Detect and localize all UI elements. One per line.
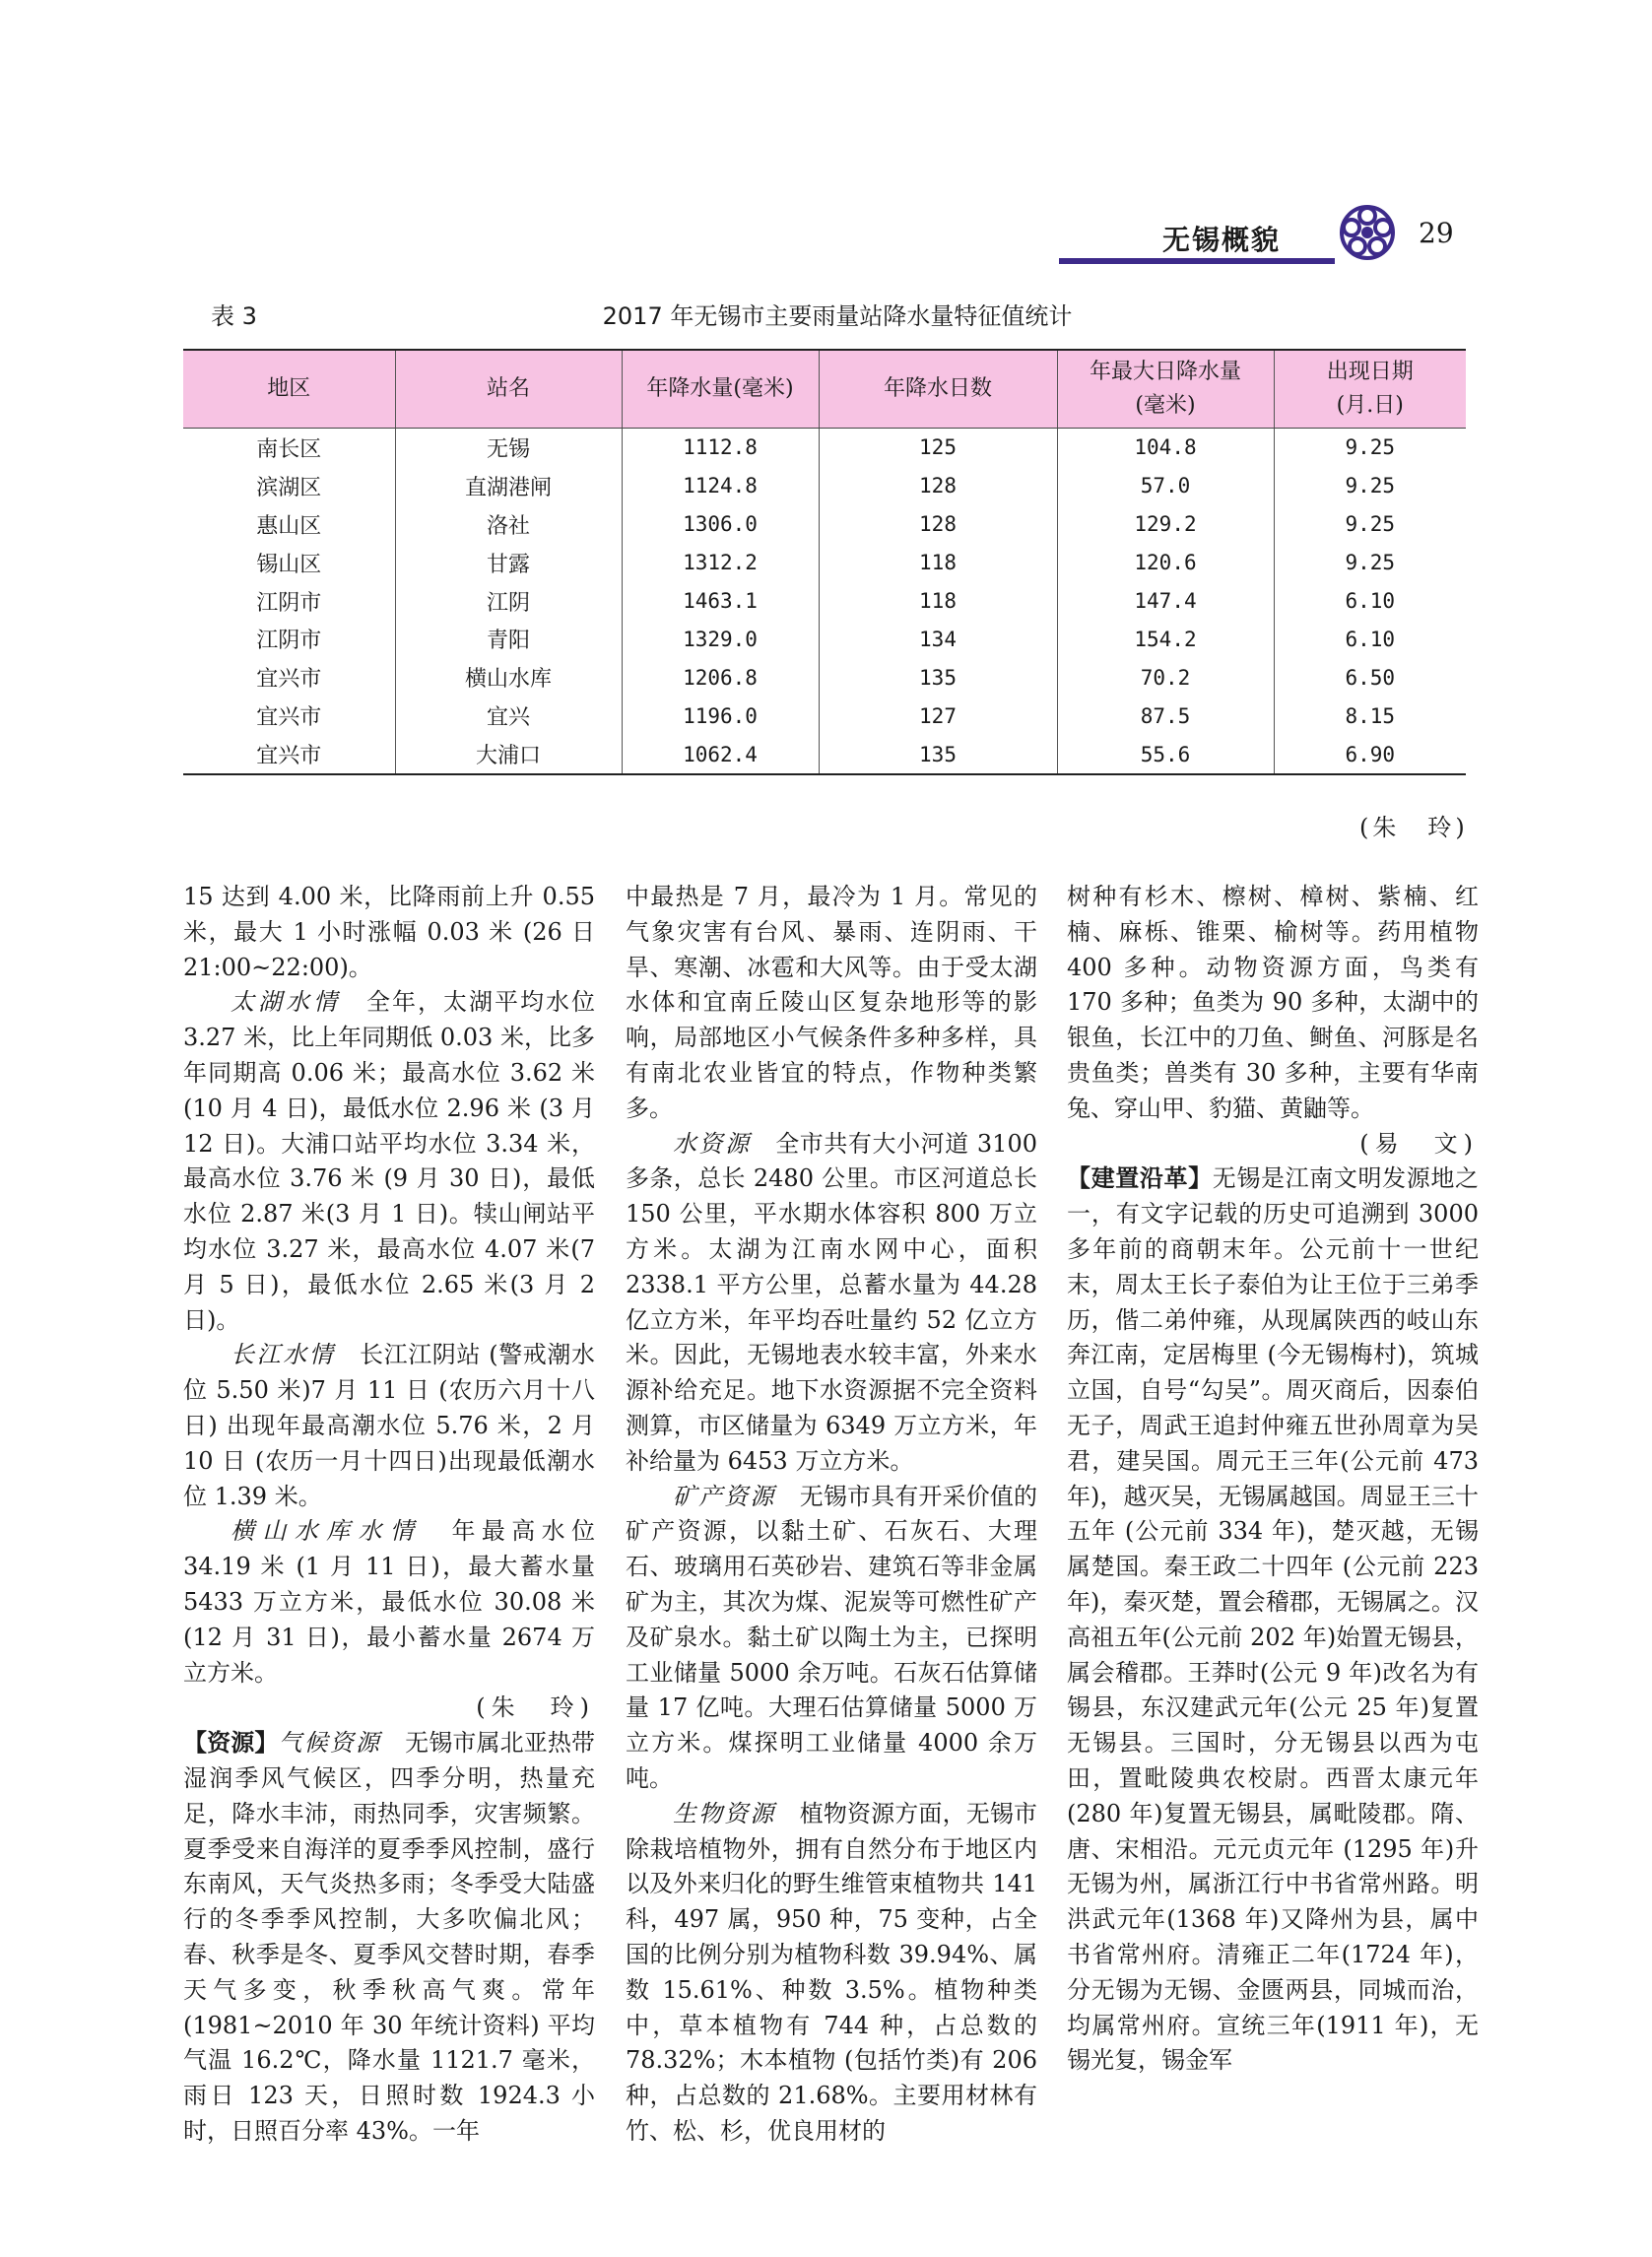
table-row: [183, 620, 1466, 658]
table-cell: 147.4: [1057, 582, 1274, 621]
table-cell: 127: [819, 697, 1057, 735]
table-cell: 青阳: [395, 620, 622, 658]
table-cell: 宜兴市: [256, 705, 322, 731]
paragraph: [626, 1797, 1037, 2150]
table-cell: 1306.0: [622, 505, 819, 544]
text-column-2: [626, 880, 1037, 2150]
table-cell: 1206.8: [622, 658, 819, 697]
table-row: [183, 505, 1466, 544]
table-cell: 6.10: [1274, 620, 1466, 658]
text-column-1: [183, 880, 595, 2150]
table-cell: 6.10: [1274, 582, 1466, 621]
table-cell: 南长区: [256, 436, 322, 462]
section-heading: 【建置沿革】: [1067, 1164, 1213, 1193]
table-cell: 1112.8: [622, 429, 819, 467]
rainfall-table: [183, 349, 1466, 775]
table-cell: 1062.4: [622, 735, 819, 774]
wuxi-emblem-icon: [1337, 202, 1398, 263]
table-cell: 直湖港闸: [395, 467, 622, 505]
table-cell: 118: [819, 582, 1057, 621]
subsection-heading: 矿产资源: [673, 1482, 776, 1510]
table-cell: 120.6: [1057, 544, 1274, 582]
table-row: [183, 697, 1466, 735]
table-cell: 宜兴: [395, 697, 622, 735]
paragraph-text: 无锡是江南文明发源地之一，有文字记载的历史可追溯到 3000 多年前的商朝末年。公元前十一世纪末，周太王长子泰伯为让王位于三弟季历，偕二弟仲雍，从现属陕西的岐山东奔江南，定居梅里 (今无锡梅村)，筑城立国，自号“勾吴”。周灭商后，因泰伯无子，周武王追封仲雍五世孙周章为吴君，建吴国。周元王三年(公元前 473 年)，越灭吴，无锡属越国。周显王三十五年 (公元前 334 年)，楚灭越，无锡属楚国。秦王政二十四年 (公元前 223 年)，秦灭楚，置会稽郡，无锡属之。汉高祖五年(公元前 202 年)始置无锡县，属会稽郡。王莽时(公元 9 年)改名为有锡县，东汉建武元年(公元 25 年)复置无锡县。三国时，分无锡县以西为屯田，置毗陵典农校尉。西晋太康元年(280 年)复置无锡县，属毗陵郡。隋、唐、宋相沿。元元贞元年 (1295 年)升无锡为州，属浙江行中书省常州路。明洪武元年(1368 年)又降州为县，属中书省常州府。清雍正二年(1724 年)，分无锡为无锡、金匮两县，同城而治，均属常州府。宣统三年(1911 年)，无锡光复，锡金军: [1067, 1164, 1479, 2075]
table-cell: 135: [819, 735, 1057, 774]
table-header-row: [183, 350, 1466, 429]
subsection-heading: 水资源: [673, 1129, 752, 1158]
table-cell: 1196.0: [622, 697, 819, 735]
table-cell: 128: [819, 505, 1057, 544]
table-cell: 1463.1: [622, 582, 819, 621]
column-header: 年降水量(毫米): [622, 350, 819, 429]
table-number: 表 3: [211, 302, 257, 330]
table-cell: 135: [819, 658, 1057, 697]
table-cell: 1312.2: [622, 544, 819, 582]
section-heading: 【资源】: [183, 1729, 279, 1758]
column-header: 地区: [183, 350, 395, 429]
paragraph-text: 无锡市属北亚热带湿润季风气候区，四季分明，热量充足，降水丰沛，雨热同季，灾害频繁。夏季受来自海洋的夏季季风控制，盛行东南风，天气炎热多雨；冬季受大陆盛行的冬季季风控制，大多吹偏北风；春、秋季是冬、夏季风交替时期，春季天气多变，秋季秋高气爽。常年(1981~2010 年 30 年统计资料) 平均气温 16.2℃，降水量 1121.7 毫米，雨日 123 天，日照时数 1924.3 小时，日照百分率 43%。一年: [183, 1729, 595, 2145]
paragraph-text: 全市共有大小河道 3100 多条，总长 2480 公里。市区河道总长 150 公里，平水期水体容积 800 万立方米。太湖为江南水网中心，面积 2338.1 平方公里，总蓄水量为 44.28 亿立方米，年平均吞吐量约 52 亿立方米。因此，无锡地表水较丰富，外来水源补给充足。地下水资源据不完全资料测算，市区储量为 6349 万立方米，年补给量为 6453 万立方米。: [626, 1129, 1037, 1475]
column-header: 年最大日降水量 (毫米): [1057, 350, 1274, 429]
table-row: [183, 429, 1466, 467]
table-cell: 1124.8: [622, 467, 819, 505]
table-cell: 9.25: [1274, 429, 1466, 467]
paragraph: [183, 1726, 595, 2150]
column-header: 站名: [395, 350, 622, 429]
table-row: [183, 544, 1466, 582]
table-cell: 宜兴市: [183, 735, 395, 774]
header-rule: [1059, 258, 1335, 264]
paragraph-text: 植物资源方面，无锡市除栽培植物外，拥有自然分布于地区内以及外来归化的野生维管束植物共 141 科，497 属，950 种，75 变种，占全国的比例分别为植物科数 39.94%、属数 15.61%、种数 3.5%。植物种类中，草本植物有 744 种，占总数的 78.32%；木本植物 (包括竹类)有 206 种，占总数的 21.68%。主要用材林有竹、松、杉，优良用材的: [626, 1799, 1038, 2145]
table-cell: 8.15: [1274, 697, 1466, 735]
table-cell: 宜兴市: [256, 667, 322, 693]
author-credit: (易 文): [1359, 1129, 1479, 1158]
table-cell: 6.90: [1274, 735, 1466, 774]
table-cell: 129.2: [1057, 505, 1274, 544]
paragraph: [183, 985, 595, 1338]
table-cell: 134: [819, 620, 1057, 658]
table-cell: 9.25: [1274, 467, 1466, 505]
paragraph: 中最热是 7 月，最冷为 1 月。常见的气象灾害有台风、暴雨、连阴雨、干旱、寒潮、冰雹和大风等。由于受太湖水体和宜南丘陵山区复杂地形等的影响，局部地区小气候条件多种多样，具有南北农业皆宜的特点，作物种类繁多。: [626, 883, 1037, 1122]
paragraph: [626, 1127, 1037, 1480]
table-cell: 洛社: [395, 505, 622, 544]
table-cell: 104.8: [1057, 429, 1274, 467]
subsection-heading: 长江水情: [231, 1341, 336, 1369]
page-number: 29: [1419, 217, 1454, 249]
table-cell: 9.25: [1274, 505, 1466, 544]
subsection-heading: 气候资源: [278, 1729, 381, 1758]
table-cell: 9.25: [1274, 544, 1466, 582]
table-row: [183, 467, 1466, 505]
table-cell: 横山水库: [395, 658, 622, 697]
paragraph-text: 长江江阴站 (警戒潮水位 5.50 米)7 月 11 日 (农历六月十八日) 出现年最高潮水位 5.76 米，2 月 10 日 (农历一月十四日)出现最低潮水位 1.39 米。: [183, 1341, 595, 1510]
table-cell: 江阴市: [256, 590, 322, 616]
table-cell: 70.2: [1057, 658, 1274, 697]
table-title: 2017 年无锡市主要雨量站降水量特征值统计: [602, 302, 1073, 330]
table-cell: 125: [819, 429, 1057, 467]
table-row: [183, 658, 1466, 697]
subsection-heading: 生物资源: [673, 1799, 776, 1827]
table-cell: 惠山区: [256, 513, 322, 539]
paragraph: [183, 1338, 595, 1514]
running-head-title: 无锡概貌: [1161, 224, 1281, 256]
table-cell: 6.50: [1274, 658, 1466, 697]
table-cell: 甘露: [395, 544, 622, 582]
paragraph: 树种有杉木、檫树、樟树、紫楠、红楠、麻栎、锥栗、榆树等。药用植物 400 多种。动物资源方面，鸟类有 170 多种；鱼类为 90 多种，太湖中的银鱼，长江中的刀鱼、鲥鱼、河豚是名贵鱼类；兽类有 30 多种，主要有华南兔、穿山甲、豹猫、黄鼬等。: [1067, 883, 1479, 1122]
table-row: [183, 582, 1466, 621]
table-cell: 无锡: [395, 429, 622, 467]
text-column-3: [1067, 880, 1479, 2079]
table-cell: 锡山区: [256, 552, 322, 577]
table-author: (朱 玲): [1359, 814, 1469, 841]
paragraph: [626, 1480, 1037, 1797]
paragraph-text: 年最高水位 34.19 米 (1 月 11 日)，最大蓄水量 5433 万立方米，最低水位 30.08 米 (12 月 31 日)，最小蓄水量 2674 万立方米。: [183, 1517, 596, 1687]
paragraph: [1067, 1162, 1479, 2079]
table-cell: 55.6: [1057, 735, 1274, 774]
table-cell: 滨湖区: [256, 475, 322, 500]
table-cell: 154.2: [1057, 620, 1274, 658]
paragraph: 15 达到 4.00 米，比降雨前上升 0.55 米，最大 1 小时涨幅 0.03 米 (26 日 21:00~22:00)。: [183, 883, 595, 981]
column-header: 出现日期 (月.日): [1274, 350, 1466, 429]
table-cell: 1329.0: [622, 620, 819, 658]
paragraph: [183, 1514, 595, 1691]
table-cell: 128: [819, 467, 1057, 505]
table-cell: 江阴市: [256, 629, 322, 654]
table-cell: 118: [819, 544, 1057, 582]
column-header: 年降水日数: [819, 350, 1057, 429]
subsection-heading: 横山水库水情: [231, 1517, 423, 1546]
paragraph-text: 全年，太湖平均水位 3.27 米，比上年同期低 0.03 米，比多年同期高 0.06 米；最高水位 3.62 米(10 月 4 日)，最低水位 2.96 米 (3 月 12 日)。大浦口站平均水位 3.34 米，最高水位 3.76 米 (9 月 30 日)，最低水位 2.87 米(3 月 1 日)。犊山闸站平均水位 3.27 米，最高水位 4.07 米(7 月 5 日)，最低水位 2.65 米(3 月 2 日)。: [183, 988, 595, 1334]
table-cell: 57.0: [1057, 467, 1274, 505]
author-credit: (朱 玲): [476, 1693, 595, 1722]
table-row: [183, 735, 1466, 774]
table-cell: 87.5: [1057, 697, 1274, 735]
table-cell: 江阴: [395, 582, 622, 621]
subsection-heading: 太湖水情: [231, 988, 341, 1017]
paragraph-text: 无锡市具有开采价值的矿产资源，以黏土矿、石灰石、大理石、玻璃用石英砂岩、建筑石等非金属矿为主，其次为煤、泥炭等可燃性矿产及矿泉水。黏土矿以陶土为主，已探明工业储量 5000 余万吨。石灰石估算储量 17 亿吨。大理石估算储量 5000 万立方米。煤探明工业储量 4000 余万吨。: [626, 1482, 1038, 1792]
table-cell: 大浦口: [395, 735, 622, 774]
